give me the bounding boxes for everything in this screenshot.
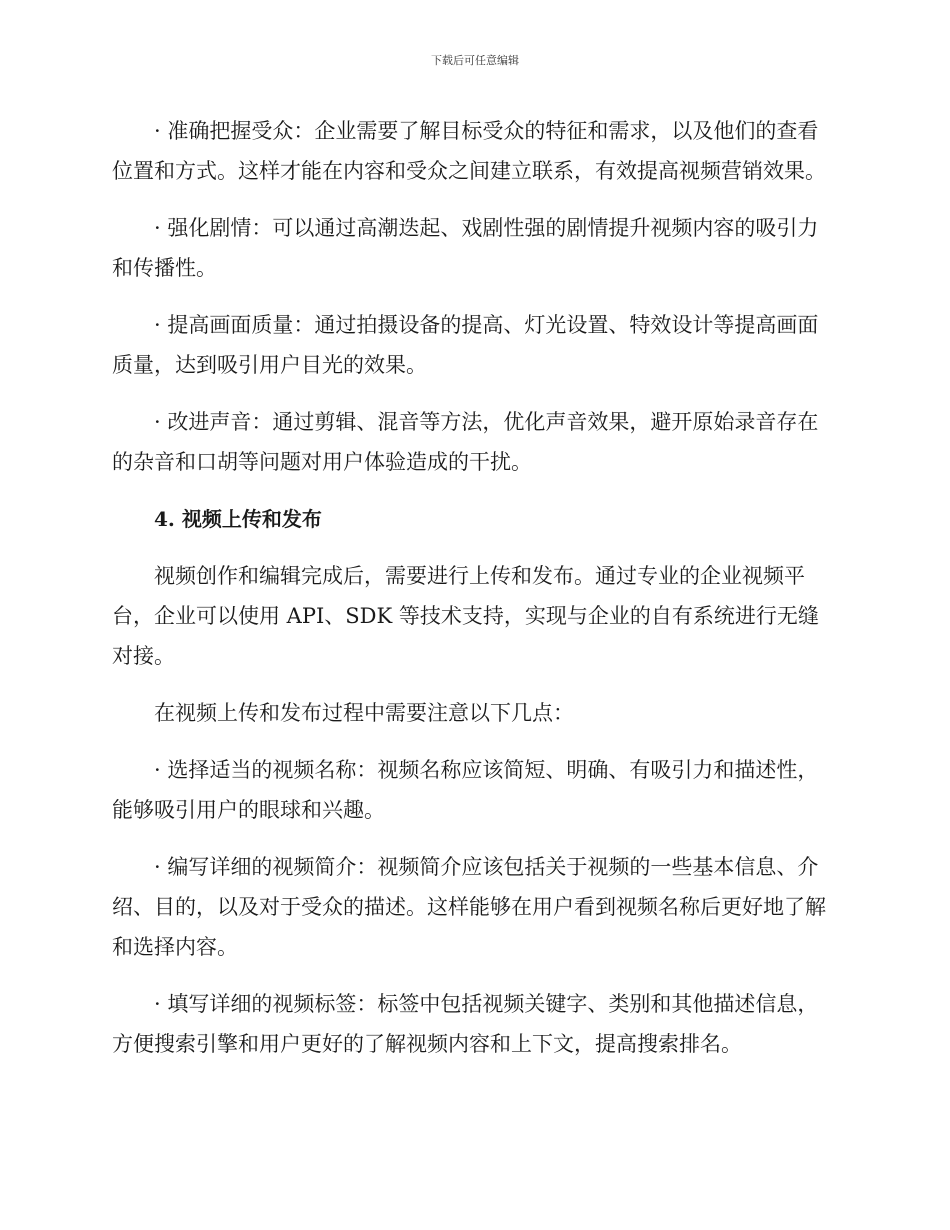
bullet-paragraph-video-intro: · 编写详细的视频简介：视频简介应该包括关于视频的一些基本信息、介绍、目的，以及对于受众的描述。这样能够在用户看到视频名称后更好地了解和选择内容。 xyxy=(112,855,826,959)
bullet-paragraph-image-quality: · 提高画面质量：通过拍摄设备的提高、灯光设置、特效设计等提高画面质量，达到吸引用户目光的效果。 xyxy=(112,313,819,377)
bullet-paragraph-sound: · 改进声音：通过剪辑、混音等方法，优化声音效果，避开原始录音存在的杂音和口胡等问题对用户体验造成的干扰。 xyxy=(112,410,819,474)
bullet-paragraph-audience: · 准确把握受众：企业需要了解目标受众的特征和需求，以及他们的查看位置和方式。这样才能在内容和受众之间建立联系，有效提高视频营销效果。 xyxy=(112,119,826,183)
bullet-paragraph-plot: · 强化剧情：可以通过高潮迭起、戏剧性强的剧情提升视频内容的吸引力和传播性。 xyxy=(112,216,819,280)
bullet-paragraph-video-tags: · 填写详细的视频标签：标签中包括视频关键字、类别和其他描述信息，方便搜索引擎和用户更好的了解视频内容和上下文，提高搜索排名。 xyxy=(112,992,819,1056)
document-body xyxy=(112,111,832,1064)
bullet-paragraph-video-name: · 选择适当的视频名称：视频名称应该简短、明确、有吸引力和描述性，能够吸引用户的眼球和兴趣。 xyxy=(112,758,819,822)
section-heading: 4. 视频上传和发布 xyxy=(154,507,322,531)
body-paragraph-notes-intro: 在视频上传和发布过程中需要注意以下几点： xyxy=(154,701,574,725)
body-paragraph-upload: 视频创作和编辑完成后，需要进行上传和发布。通过专业的企业视频平台，企业可以使用 API、SDK 等技术支持，实现与企业的自有系统进行无缝对接。 xyxy=(112,564,819,668)
page-header: 下载后可任意编辑 xyxy=(431,54,519,67)
